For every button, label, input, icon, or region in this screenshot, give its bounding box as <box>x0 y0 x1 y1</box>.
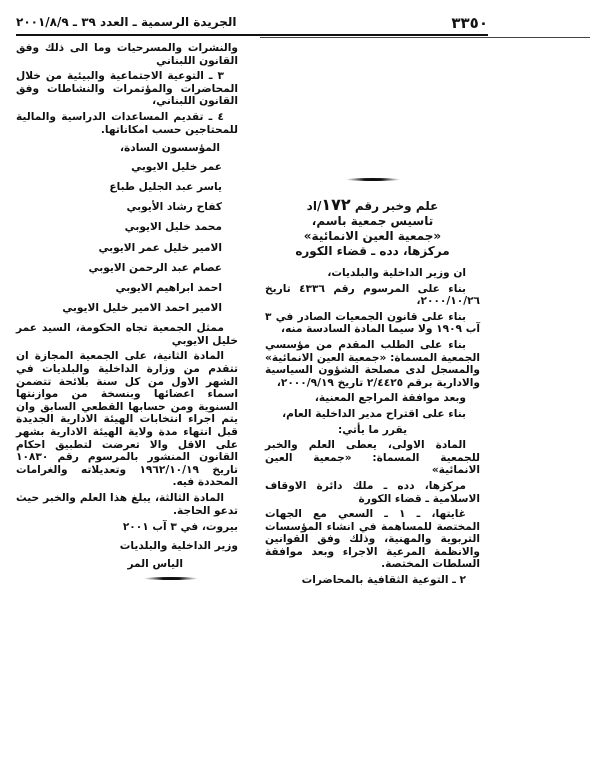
headquarters: مركزها، دده ـ ملك دائرة الاوقاف الاسلامية ـ قضاء الكورة <box>265 479 480 505</box>
objectives: غايتها، ـ ١ ـ السعي مع الجهات المختصة للمساهمة في انشاء المؤسسات التربوية والمهنية، وذلك وفق القوانين والانظمة المرعية الاجراء وبعد موافقة السلطات المختصة. <box>265 508 480 571</box>
preamble-request: بناء على الطلب المقدم من مؤسسي الجمعية المسماة: «جمعية العين الانمائية» والمسجل لدى مصلحة الشؤون السياسية والادارية برقم ٢/٤٤٢٥ تاريخ ٢٠٠٠/٩/١٩، <box>265 338 480 389</box>
header-rule <box>260 37 590 38</box>
decides-heading: يقرر ما يأتي: <box>337 423 408 436</box>
founder-name: كفاح رشاد الأيوبي <box>126 201 222 214</box>
section-divider <box>346 178 400 181</box>
objective-continuation: والنشرات والمسرحيات وما الى ذلك وفق القانون اللبناني <box>16 42 238 67</box>
gazette-issue-title: الجريدة الرسمية ـ العدد ٣٩ ـ ٢٠٠١/٨/٩ <box>16 15 237 29</box>
founder-name: ياسر عبد الجليل طباع <box>109 180 222 193</box>
left-column <box>16 42 238 580</box>
notice-suffix: /اد <box>306 199 322 213</box>
government-representative: ممثل الجمعية تجاه الحكومة، السيد عمر خليل الايوبي <box>16 322 238 347</box>
founder-name: الامير خليل عمر الايوبي <box>98 241 222 254</box>
association-location: مركزها، دده ـ قضاء الكوره <box>295 244 450 258</box>
founder-name: عمر خليل الايوبي <box>131 160 222 173</box>
objective-four: ٤ ـ تقديم المساعدات الدراسية والمالية للمحتاجين حسب امكاناتها. <box>16 110 238 136</box>
founders-list <box>16 161 238 315</box>
signature-block <box>16 521 238 571</box>
article-two: المادة الثانية، على الجمعية المجازة ان تتقدم من وزارة الداخلية والبلديات في الشهر الاول من كل سنة بلائحة تتضمن اسماء اعضائها وبنسخة من موازنتها السنوية ومن حسابها القطعي السابق وان يتم اجراء انتخابات الهيئة الادارية الجديدة قبل انتهاء مدة ولاية الهيئة الادارية بشهر على الاقل والا تعرضت لتطبيق احكام القانون المنشور بالمرسوم رقم ١٠٨٣٠ تاريخ ١٩٦٢/١٠/١٩ وتعديلاته والغرامات المحددة فيه. <box>16 350 239 489</box>
preamble-proposal: بناء على اقتراح مدير الداخلية العام، <box>282 407 466 420</box>
preamble-decree: بناء على المرسوم رقم ٤٣٣٦ تاريخ ٢٠٠٠/١٠/٢٦، <box>265 282 480 308</box>
notice-number-line <box>265 197 480 214</box>
right-column <box>265 178 480 590</box>
association-name: «جمعية العين الانمائية» <box>303 229 442 243</box>
notice-number: ١٧٢ <box>321 195 351 214</box>
signatory-title: وزير الداخلية والبلديات <box>119 539 238 552</box>
notice-subtitle: تاسيس جمعية باسم، <box>311 214 434 228</box>
page-header <box>16 12 488 36</box>
founder-name: عصام عبد الرحمن الايوبي <box>88 261 222 274</box>
article-one: المادة الاولى، يعطى العلم والخبر للجمعية المسماة: «جمعية العين الانمائية» <box>265 439 480 477</box>
preamble-law: بناء على قانون الجمعيات الصادر في ٣ آب ١٩٠٩ ولا سيما المادة السادسة منه، <box>265 310 480 336</box>
notice-title-prefix: علم وخبر رقم <box>354 199 439 213</box>
preamble-minister: ان وزير الداخلية والبلديات، <box>327 267 466 279</box>
notice-heading <box>265 197 480 259</box>
objective-three: ٣ ـ التوعية الاجتماعية والبيئية من خلال المحاضرات والمؤتمرات والنشاطات وفق القانون اللبناني، <box>16 70 238 108</box>
founder-name: محمد خليل الايوبي <box>124 221 222 234</box>
objective-two: ٢ ـ التوعية الثقافية بالمحاضرات <box>301 574 466 587</box>
section-divider <box>144 577 198 580</box>
place-date: بيروت، في ٣ آب ٢٠٠١ <box>122 521 238 534</box>
signatory-name: الياس المر <box>127 558 183 571</box>
article-three: المادة الثالثة، يبلغ هذا العلم والخبر حيث تدعو الحاجة. <box>16 491 238 517</box>
founders-heading: المؤسسون السادة، <box>119 142 220 155</box>
founder-name: احمد ابراهيم الايوبي <box>115 281 222 294</box>
founder-name: الامير احمد الامير خليل الايوبي <box>62 302 222 315</box>
preamble-approval: وبعد موافقة المراجع المعنية، <box>314 392 466 405</box>
page-number: ٣٣٥٠ <box>451 14 488 32</box>
